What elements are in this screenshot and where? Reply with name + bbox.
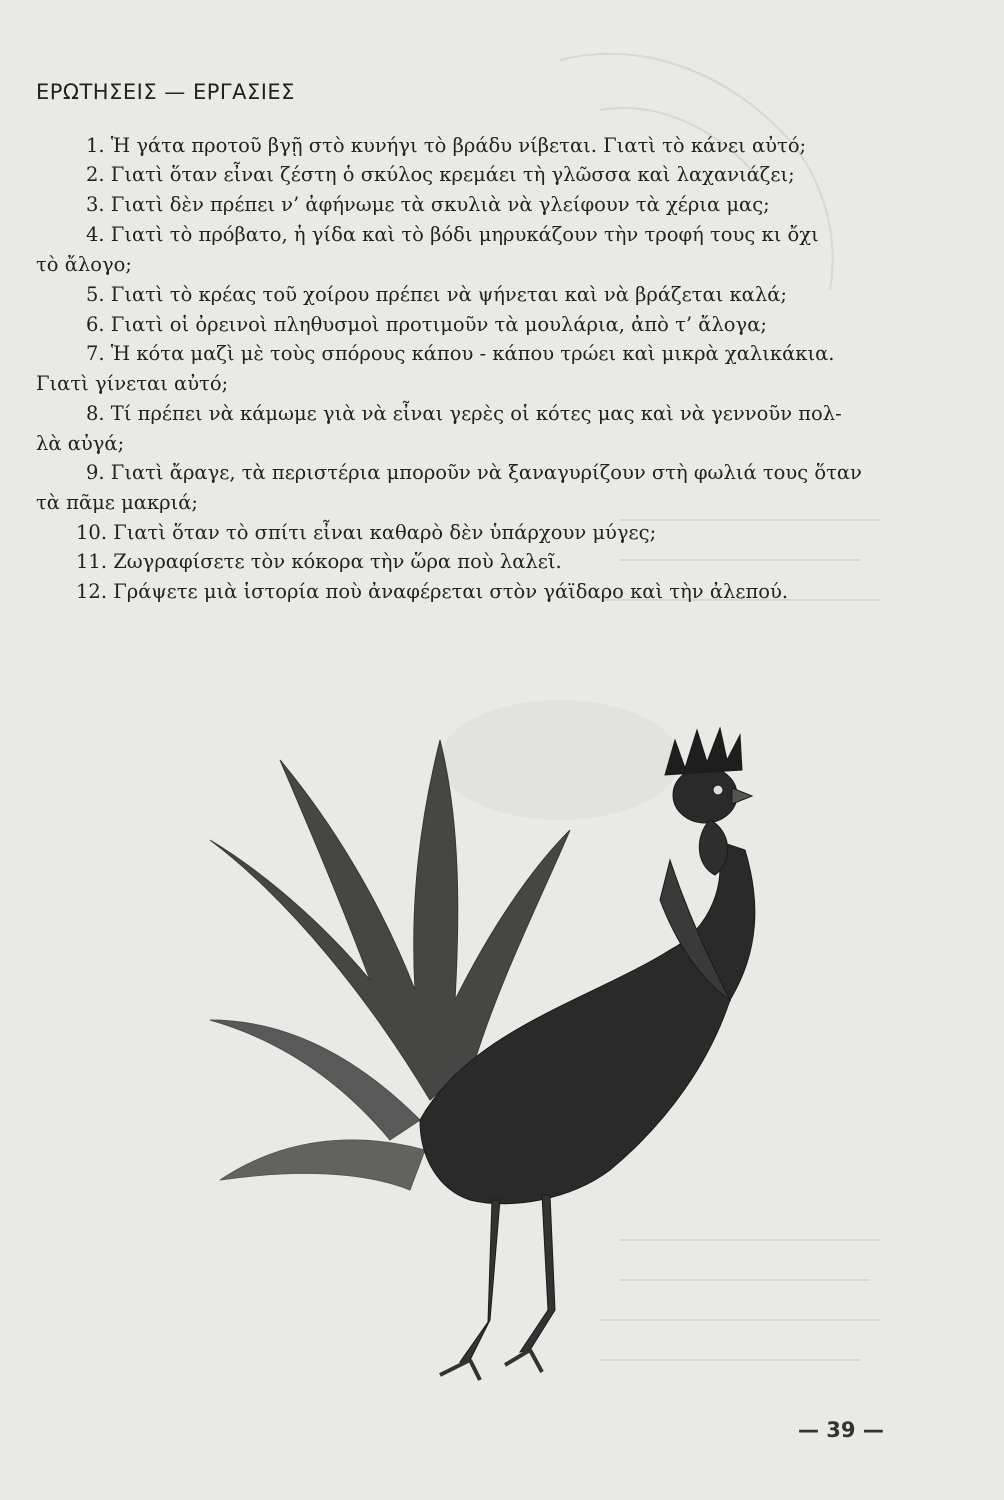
- question-9-continuation: τὰ πᾶμε μακριά;: [36, 491, 198, 514]
- question-8-continuation: λὰ αὐγά;: [36, 432, 125, 455]
- question-3: 3. Γιατὶ δὲν πρέπει ν’ ἀφήνωμε τὰ σκυλιὰ νὰ γλείφουν τὰ χέρια μας;: [86, 193, 770, 216]
- question-6: 6. Γιατὶ οἱ ὀρεινοὶ πληθυσμοὶ προτιμοῦν τὰ μουλάρια, ἀπὸ τ’ ἄλογα;: [86, 313, 767, 336]
- question-5: 5. Γιατὶ τὸ κρέας τοῦ χοίρου πρέπει νὰ ψήνεται καὶ νὰ βράζεται καλά;: [86, 283, 787, 306]
- question-4: 4. Γιατὶ τὸ πρόβατο, ἡ γίδα καὶ τὸ βόδι μηρυκάζουν τὴν τροφή τους κι ὄχι: [86, 223, 819, 246]
- question-9: 9. Γιατὶ ἄραγε, τὰ περιστέρια μποροῦν νὰ ξαναγυρίζουν στὴ φωλιά τους ὅταν: [86, 461, 862, 484]
- question-12: 12. Γράψετε μιὰ ἱστορία ποὺ ἀναφέρεται στὸν γάϊδαρο καὶ τὴν ἀλεπού.: [76, 580, 789, 603]
- page-number: — 39 —: [798, 1418, 884, 1442]
- question-8: 8. Τί πρέπει νὰ κάμωμε γιὰ νὰ εἶναι γερὲς οἱ κότες μας καὶ νὰ γεννοῦν πολ-: [86, 402, 842, 425]
- question-1: 1. Ἡ γάτα προτοῦ βγῇ στὸ κυνήγι τὸ βράδυ νίβεται. Γιατὶ τὸ κάνει αὐτό;: [86, 134, 807, 157]
- question-2: 2. Γιατὶ ὅταν εἶναι ζέστη ὁ σκύλος κρεμάει τὴ γλῶσσα καὶ λαχανιάζει;: [86, 163, 795, 186]
- question-11: 11. Ζωγραφίσετε τὸν κόκορα τὴν ὥρα ποὺ λαλεῖ.: [76, 550, 562, 573]
- question-10: 10. Γιατὶ ὅταν τὸ σπίτι εἶναι καθαρὸ δὲν ὑπάρχουν μύγες;: [76, 521, 657, 544]
- question-7-continuation: Γιατὶ γίνεται αὐτό;: [36, 372, 229, 395]
- rooster-illustration: [170, 700, 770, 1400]
- question-7: 7. Ἡ κότα μαζὶ μὲ τοὺς σπόρους κάπου - κάπου τρώει καὶ μικρὰ χαλικάκια.: [86, 342, 835, 365]
- section-heading: ΕΡΩΤΗΣΕΙΣ — ΕΡΓΑΣΙΕΣ: [36, 80, 295, 104]
- question-4-continuation: τὸ ἄλογο;: [36, 253, 132, 276]
